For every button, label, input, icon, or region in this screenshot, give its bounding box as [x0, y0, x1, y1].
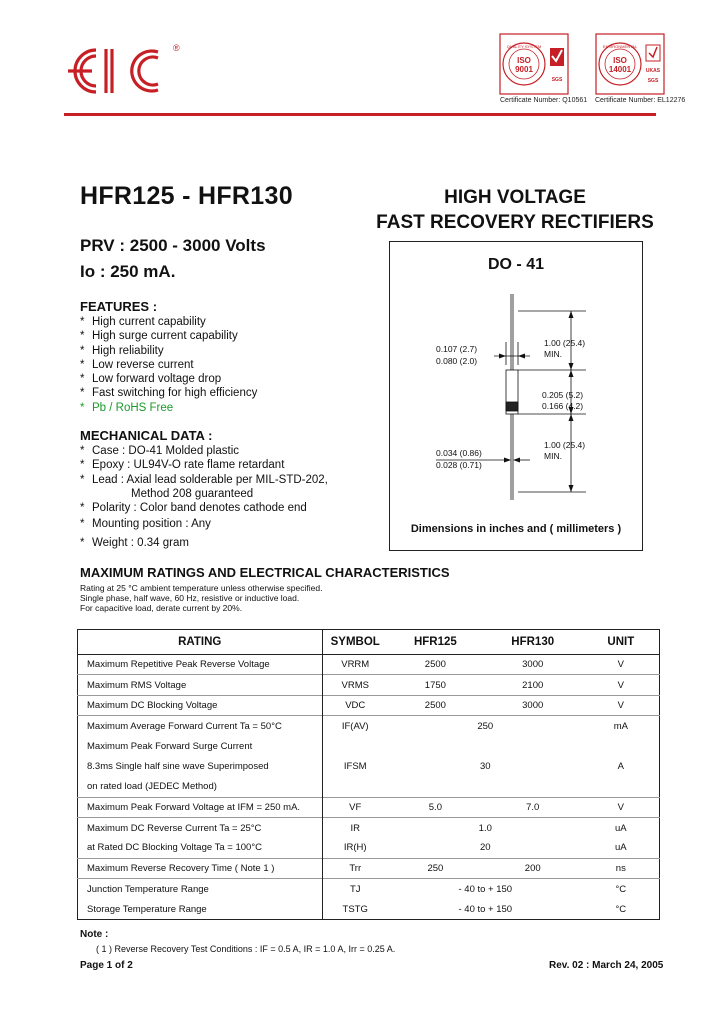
- package-name: DO - 41: [487, 256, 544, 273]
- do41-outline-drawing: [390, 242, 644, 542]
- table-row: [78, 736, 660, 756]
- cell-symbol: IF(AV): [322, 716, 388, 736]
- cell-value: 250: [477, 720, 494, 732]
- package-drawing-box: [389, 241, 643, 551]
- ukas-mark: UKAS: [645, 68, 661, 74]
- col-rating: RATING: [178, 636, 222, 648]
- cell-rating: Maximum Average Forward Current Ta = 50°C: [87, 720, 282, 732]
- mech-case: * Case : DO-41 Molded plastic: [80, 444, 328, 458]
- cell-rating: Maximum DC Blocking Voltage: [87, 699, 218, 711]
- mech-weight: * Weight : 0.34 gram: [80, 536, 328, 550]
- dim-body-dia-max: 0.107 (2.7): [436, 344, 478, 354]
- cell-value: 1.0: [478, 822, 492, 834]
- feature-item: * High surge current capability: [80, 329, 257, 343]
- col-symbol: SYMBOL: [322, 630, 388, 655]
- cell-unit: ns: [615, 863, 626, 875]
- cert-ring-text: QUALITY SYSTEM: [506, 44, 542, 49]
- cell-unit: V: [617, 699, 624, 711]
- cell-rating: Maximum DC Reverse Current Ta = 25°C: [87, 822, 262, 834]
- ratings-table: [77, 629, 660, 920]
- iso-label: ISO: [613, 56, 627, 65]
- cell-symbol: VRMS: [322, 675, 388, 695]
- cell-symbol: IR: [322, 818, 388, 838]
- product-title-line1: HIGH VOLTAGE: [444, 187, 586, 208]
- cell-value: 20: [480, 842, 491, 854]
- cell-hfr130: 200: [524, 863, 541, 875]
- cell-rating: Maximum Peak Forward Voltage at IFM = 250 mA.: [87, 801, 301, 813]
- table-row: [78, 655, 660, 675]
- io-rating: Io : 250 mA.: [80, 262, 176, 281]
- sgs-mark: SGS: [647, 78, 659, 84]
- feature-item: * Low forward voltage drop: [80, 372, 257, 386]
- feature-item: * Fast switching for high efficiency: [80, 386, 257, 400]
- mech-polarity: * Polarity : Color band denotes cathode end: [80, 501, 328, 515]
- prv-rating: PRV : 2500 - 3000 Volts: [80, 236, 266, 255]
- eic-logo-mark: [60, 40, 180, 102]
- mech-lead-cont: Method 208 guaranteed: [131, 487, 254, 500]
- cell-rating: Maximum Peak Forward Surge Current: [87, 740, 253, 752]
- cell-symbol: VRRM: [322, 655, 388, 675]
- table-row: [78, 695, 660, 715]
- revision-date: Rev. 02 : March 24, 2005: [549, 960, 664, 971]
- cell-symbol: TSTG: [322, 899, 388, 919]
- cell-symbol: TJ: [322, 879, 388, 899]
- table-row: [78, 675, 660, 695]
- mechanical-heading: MECHANICAL DATA :: [80, 428, 213, 443]
- dimensions-caption: Dimensions in inches and ( millimeters ): [410, 523, 622, 535]
- dim-body-len-max: 0.205 (5.2): [542, 390, 584, 400]
- cert-number-14001: Certificate Number: EL12276: [595, 97, 686, 104]
- iso-label: ISO: [517, 56, 531, 65]
- table-row: [78, 879, 660, 899]
- model-range: HFR125 - HFR130: [80, 182, 293, 210]
- mechanical-list: [80, 444, 328, 550]
- cell-rating: Junction Temperature Range: [87, 883, 209, 895]
- dim-lead-len-bottom-min: MIN.: [544, 451, 562, 461]
- cell-symbol: IR(H): [322, 838, 388, 858]
- iso-number: 14001: [608, 65, 632, 74]
- cell-unit: uA: [615, 842, 627, 854]
- ratings-note: Single phase, half wave, 60 Hz, resistive or inductive load.: [80, 593, 300, 603]
- mech-epoxy: * Epoxy : UL94V-O rate flame retardant: [80, 458, 328, 472]
- mech-lead: * Lead : Axial lead solderable per MIL-STD-202,: [80, 473, 328, 487]
- sgs-mark: SGS: [551, 77, 563, 83]
- cell-symbol: IFSM: [322, 736, 388, 797]
- cell-rating: 8.3ms Single half sine wave Superimposed: [87, 761, 269, 773]
- dim-lead-dia-max: 0.034 (0.86): [436, 448, 482, 458]
- note-text: ( 1 ) Reverse Recovery Test Conditions : IF = 0.5 A, IR = 1.0 A, Irr = 0.25 A.: [96, 944, 396, 954]
- cert-ring-text: ENVIRONMENTAL: [602, 44, 638, 49]
- cell-unit: A: [617, 760, 624, 772]
- feature-item: * Low reverse current: [80, 358, 257, 372]
- cell-hfr125: 5.0: [428, 801, 442, 813]
- cell-hfr130: 3000: [522, 699, 544, 711]
- dim-body-dia-min: 0.080 (2.0): [436, 356, 478, 366]
- cell-rating: Maximum Repetitive Peak Reverse Voltage: [87, 659, 270, 671]
- cell-unit: mA: [613, 720, 628, 732]
- dim-lead-dia-min: 0.028 (0.71): [436, 460, 482, 470]
- table-row: [78, 716, 660, 736]
- feature-item: * High reliability: [80, 344, 257, 358]
- table-row: [78, 797, 660, 817]
- table-row: [78, 899, 660, 919]
- dim-body-len-min: 0.166 (4.2): [542, 401, 584, 411]
- ratings-heading: MAXIMUM RATINGS AND ELECTRICAL CHARACTERISTICS: [80, 565, 450, 580]
- eic-logo: [60, 40, 180, 102]
- cell-value: - 40 to + 150: [458, 903, 513, 915]
- cell-rating: Maximum Reverse Recovery Time ( Note 1 ): [87, 863, 275, 875]
- cell-unit: V: [617, 679, 624, 691]
- ratings-note: Rating at 25 °C ambient temperature unless otherwise specified.: [80, 583, 323, 593]
- iso-9001-badge: [499, 33, 569, 95]
- cell-unit: V: [617, 659, 624, 671]
- header-divider: [64, 113, 656, 116]
- cert-number-9001: Certificate Number: Q10561: [500, 97, 588, 104]
- col-hfr130: HFR130: [511, 636, 555, 648]
- cell-hfr130: 3000: [522, 659, 544, 671]
- dim-lead-len-top: 1.00 (25.4): [544, 338, 586, 348]
- cell-symbol: VF: [322, 797, 388, 817]
- page-number: Page 1 of 2: [80, 960, 133, 971]
- registered-mark: ®: [173, 43, 180, 53]
- col-unit: UNIT: [607, 636, 635, 648]
- cell-rating: Storage Temperature Range: [87, 903, 207, 915]
- cell-hfr125: 1750: [424, 679, 446, 691]
- table-row: [78, 818, 660, 838]
- cell-rating: at Rated DC Blocking Voltage Ta = 100°C: [87, 842, 262, 854]
- cell-unit: uA: [615, 822, 627, 834]
- dim-lead-len-top-min: MIN.: [544, 349, 562, 359]
- mech-mounting: * Mounting position : Any: [80, 517, 328, 531]
- ratings-notes: [80, 583, 322, 613]
- table-row: [78, 858, 660, 878]
- ratings-note: For capacitive load, derate current by 20%.: [80, 603, 243, 613]
- cell-symbol: Trr: [322, 858, 388, 878]
- table-header-row: [78, 630, 660, 655]
- table-row: [78, 838, 660, 858]
- cell-unit: °C: [615, 883, 627, 895]
- features-heading: FEATURES :: [80, 299, 158, 314]
- cell-rating: on rated load (JEDEC Method): [87, 781, 217, 793]
- cell-unit: °C: [615, 903, 627, 915]
- iso-number: 9001: [515, 65, 533, 74]
- cell-unit: V: [617, 801, 624, 813]
- dim-lead-len-bottom: 1.00 (25.4): [544, 440, 586, 450]
- product-title-line2: FAST RECOVERY RECTIFIERS: [376, 212, 654, 233]
- features-list: [80, 315, 257, 415]
- cell-hfr130: 7.0: [526, 801, 540, 813]
- cell-value: - 40 to + 150: [458, 883, 513, 895]
- cell-hfr130: 2100: [522, 679, 544, 691]
- cell-value: 30: [480, 760, 491, 772]
- cell-hfr125: 2500: [424, 699, 446, 711]
- feature-item: * High current capability: [80, 315, 257, 329]
- cell-symbol: VDC: [322, 695, 388, 715]
- iso-14001-badge: [595, 33, 665, 95]
- note-heading: Note :: [80, 929, 109, 940]
- col-hfr125: HFR125: [413, 636, 457, 648]
- feature-item-rohs: * Pb / RoHS Free: [80, 401, 257, 415]
- cell-rating: Maximum RMS Voltage: [87, 679, 187, 691]
- cell-hfr125: 2500: [424, 659, 446, 671]
- cell-hfr125: 250: [427, 863, 444, 875]
